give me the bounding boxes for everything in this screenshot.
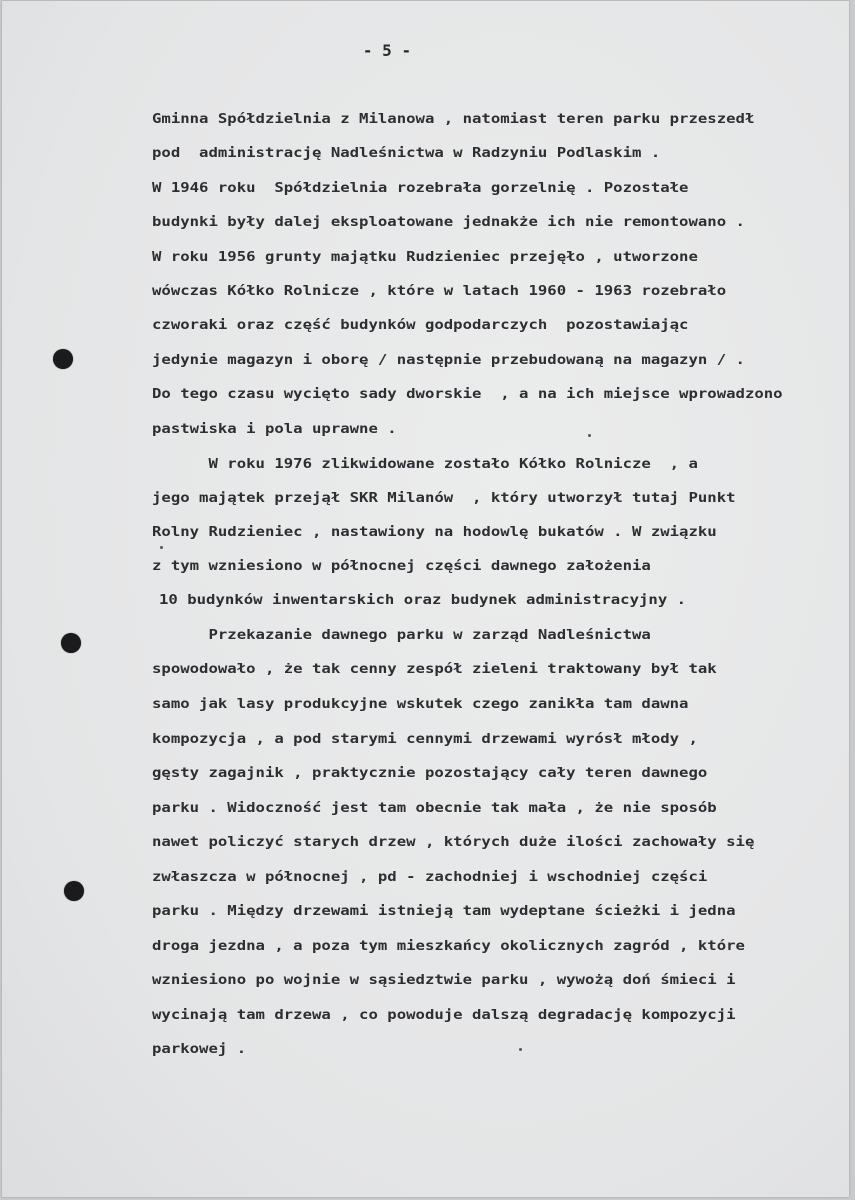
text-line: gęsty zagajnik , praktycznie pozostający cały teren dawnego <box>152 765 708 781</box>
text-line: droga jezdna , a poza tym mieszkańcy okolicznych zagród , które <box>152 938 745 954</box>
text-line: Rolny Rudzieniec , nastawiony na hodowlę bukatów . W związku <box>152 524 717 540</box>
text-line: W roku 1976 zlikwidowane zostało Kółko Rolnicze , a <box>152 456 698 472</box>
punch-hole-bottom <box>64 881 84 901</box>
punch-hole-top <box>53 349 73 369</box>
text-line: parku . Widoczność jest tam obecnie tak mała , że nie sposób <box>152 800 717 816</box>
text-line: jedynie magazyn i oborę / następnie przebudowaną na magazyn / . <box>152 352 745 368</box>
text-line: czworaki oraz część budynków godpodarczych pozostawiając <box>152 317 689 333</box>
text-line: pod administrację Nadleśnictwa w Radzyniu Podlaskim . <box>152 145 661 161</box>
text-line: zwłaszcza w północnej , pd - zachodniej i wschodniej części <box>152 869 708 885</box>
page-number: - 5 - <box>362 41 412 60</box>
ink-speck <box>160 546 163 549</box>
text-line: kompozycja , a pod starymi cennymi drzewami wyrósł młody , <box>152 731 698 747</box>
text-line: jego majątek przejął SKR Milanów , który utworzył tutaj Punkt <box>152 490 736 506</box>
text-line: z tym wzniesiono w północnej części dawnego założenia <box>152 558 651 574</box>
text-line: samo jak lasy produkcyjne wskutek czego zanikła tam dawna <box>152 696 689 712</box>
text-line: nawet policzyć starych drzew , których duże ilości zachowały się <box>152 834 755 850</box>
punch-hole-middle <box>61 633 81 653</box>
text-line: budynki były dalej eksploatowane jednakże ich nie remontowano . <box>152 214 745 230</box>
text-line: wówczas Kółko Rolnicze , które w latach 1960 - 1963 rozebrało <box>152 283 727 299</box>
text-line: spowodowało , że tak cenny zespół zieleni traktowany był tak <box>152 661 717 677</box>
text-line: 10 budynków inwentarskich oraz budynek administracyjny . <box>159 592 687 608</box>
text-line: parkowej . <box>152 1041 247 1057</box>
text-line: Gminna Spółdzielnia z Milanowa , natomiast teren parku przeszedł <box>152 111 755 127</box>
text-line: Do tego czasu wycięto sady dworskie , a na ich miejsce wprowadzono <box>152 386 783 402</box>
text-line: parku . Między drzewami istnieją tam wydeptane ścieżki i jedna <box>152 903 736 919</box>
text-line: pastwiska i pola uprawne . <box>152 421 397 437</box>
ink-speck <box>519 1048 522 1051</box>
text-line: wycinają tam drzewa , co powoduje dalszą degradację kompozycji <box>152 1007 736 1023</box>
text-line: wzniesiono po wojnie w sąsiedztwie parku , wywożą doń śmieci i <box>152 972 736 988</box>
text-line: W roku 1956 grunty majątku Rudzieniec przejęło , utworzone <box>152 249 698 265</box>
text-line: Przekazanie dawnego parku w zarząd Nadleśnictwa <box>152 627 651 643</box>
document-page <box>2 1 849 1197</box>
ink-speck <box>588 434 591 437</box>
text-line: W 1946 roku Spółdzielnia rozebrała gorzelnię . Pozostałe <box>152 180 689 196</box>
